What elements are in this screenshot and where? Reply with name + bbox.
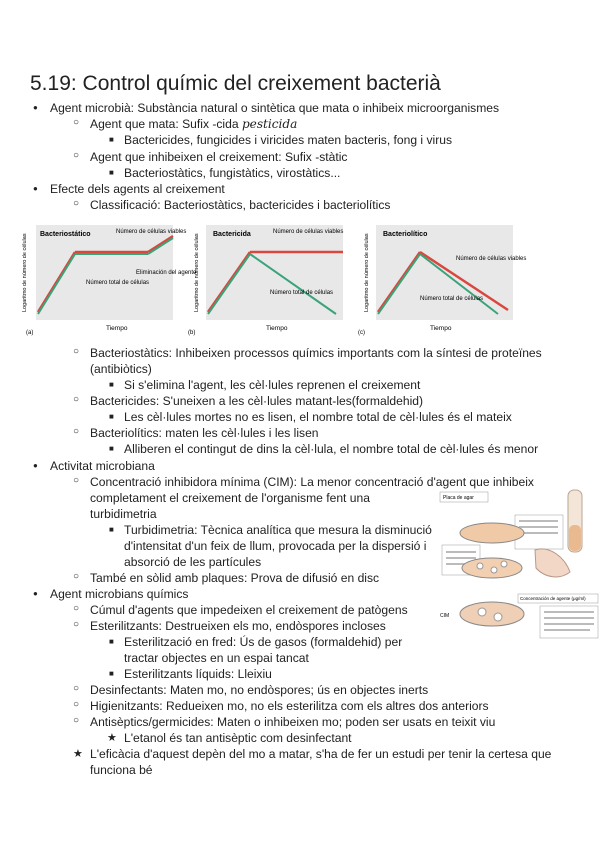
- test-tube-liquid: [569, 525, 581, 551]
- cim-label: CIM: [440, 613, 450, 619]
- bullet-agent-que-mata: ○ Agent que mata: Sufix -cida pesticida: [90, 116, 297, 132]
- bullet-bactericides-def: ○ Bactericides: S'uneixen a les cèl·lules matant-les(formaldehid): [90, 393, 423, 409]
- chart-label: Bactericida: [213, 231, 251, 238]
- y-axis-label: Logaritmo de número de células: [194, 233, 200, 312]
- panel-letter: (c): [358, 330, 365, 336]
- hand-icon: [535, 549, 570, 577]
- bullet-liquids: ■ Esterilitzants líquids: Lleixiu: [124, 666, 272, 682]
- bullet-turbidimetria-cont: d'intensitat d'un feix de llum, provocada per la dispersió i: [124, 539, 427, 553]
- bullet-etanol: ★ L'etanol és tan antisèptic com desinfectant: [124, 730, 352, 746]
- bullet-bactericides: ■ Bactericides, fungicides i viricides maten bacteris, fong i virus: [124, 132, 452, 148]
- bullet-bacteriostatics-def-cont: (antibiòtics): [90, 362, 152, 376]
- bullet-turbidimetria-cont2: absorció de les partícules: [124, 555, 262, 569]
- panel-letter: (b): [188, 330, 196, 336]
- bullet-esterilitzants: ○ Esterilitzants: Destrueixen els mo, endòspores incloses: [90, 618, 386, 634]
- culture-label: Placa de agar: [443, 495, 474, 501]
- chart-bactericide-svg: [188, 222, 348, 337]
- bullet-reprenen: ■ Si s'elimina l'agent, les cèl·lules reprenen el creixement: [124, 377, 420, 393]
- chart-label: Bacteriolítico: [383, 231, 428, 238]
- y-axis-label: Logaritmo de número de células: [364, 233, 370, 312]
- bullet-no-es-lisen: ■ Les cèl·lules mortes no es lisen, el nombre total de cèl·lules és el mateix: [124, 409, 512, 425]
- bullet-antiseptics: ○ Antisèptics/germicides: Maten o inhibeixen mo; poden ser usats en teixit viu: [90, 714, 495, 730]
- page-title: 5.19: Control químic del creixement bacterià: [30, 72, 441, 95]
- bullet-agents-quimics: ● Agent microbians químics: [50, 586, 188, 602]
- x-axis-label: Tiempo: [430, 325, 452, 332]
- panel-letter: (a): [26, 330, 34, 336]
- bullet-bacteriolitics-def: ○ Bacteriolítics: maten les cèl·lules i les lisen: [90, 425, 319, 441]
- chart-bacteriostatic: [18, 222, 197, 337]
- elimination-label: Eliminación del agente: [136, 270, 197, 276]
- chart-label: Bacteriostático: [40, 231, 91, 238]
- bullet-fred: ■ Esterilització en fred: Ús de gasos (formaldehid) per: [124, 634, 402, 650]
- total-label: Número total de células: [86, 280, 150, 286]
- x-axis-label: Tiempo: [106, 325, 128, 332]
- disc: [491, 567, 497, 573]
- note-box-3: [540, 606, 598, 638]
- mic-figure: [440, 490, 600, 640]
- bullet-eficacia-cont: funciona bé: [90, 763, 153, 777]
- mic-figure-svg: [440, 490, 600, 640]
- viable-label: Número de células viables: [456, 256, 527, 262]
- disc: [477, 563, 483, 569]
- bullet-activitat: ● Activitat microbiana: [50, 458, 155, 474]
- chart-bacteriostatic-svg: [18, 222, 197, 337]
- petri-dish-1: [460, 523, 524, 543]
- bullet-classificacio: ○ Classificació: Bacteriostàtics, bactericides i bacteriolítics: [90, 197, 390, 213]
- bullet-fred-cont: tractar objectes en un espai tancat: [124, 651, 309, 665]
- bullet-solid: ○ També en sòlid amb plaques: Prova de difusió en disc: [90, 570, 379, 586]
- bullet-eficacia: ★ L'eficàcia d'aquest depèn del mo a matar, s'ha de fer un estudi per tenir la certesa que: [90, 746, 551, 762]
- bullet-cim: ○ Concentració inhibidora mínima (CIM): La menor concentració d'agent que inhibeix: [90, 474, 534, 490]
- bullet-alliberen: ■ Alliberen el contingut de dins la cèl·lula, el nombre total de cèl·lules és menor: [124, 441, 538, 457]
- total-label: Número total de células: [420, 296, 484, 302]
- bullet-turbidimetria: ■ Turbidimetria: Tècnica analítica que mesura la disminució: [124, 522, 432, 538]
- viable-label: Número de células viables: [116, 229, 187, 235]
- chart-bacteriolytic: [358, 222, 527, 337]
- chart-bactericide: [188, 222, 348, 337]
- bullet-agent-inhibeix: ○ Agent que inhibeixen el creixement: Sufix -stàtic: [90, 149, 347, 165]
- disc: [501, 561, 507, 567]
- bullet-cim-cont2: turbidimetria: [90, 507, 157, 521]
- petri-dish-3: [460, 602, 524, 626]
- total-label: Número total de células: [270, 290, 334, 296]
- bullet-bacteriostatics-def: ○ Bacteriostàtics: Inhibeixen processos químics importants com la síntesi de proteïnes: [90, 345, 542, 361]
- viable-label: Número de células viables: [273, 229, 344, 235]
- bullet-cumul: ○ Cúmul d'agents que impedeixen el creixement de patògens: [90, 602, 408, 618]
- concentration-label: Concentración de agente (μg/ml): [520, 596, 586, 601]
- bullet-bacteriostatics-list: ■ Bacteriostàtics, fungistàtics, virostàtics...: [124, 165, 340, 181]
- bullet-efecte-agents: ● Efecte dels agents al creixement: [50, 181, 225, 197]
- bullet-desinfectants: ○ Desinfectants: Maten mo, no endòspores; ús en objectes inerts: [90, 682, 428, 698]
- bullet-cim-cont: completament el creixement de l'organisme fent una: [90, 491, 370, 505]
- bullet-agent-microbia: ● Agent microbià: Substància natural o sintètica que mata o inhibeix microorganismes: [50, 100, 499, 116]
- y-axis-label: Logaritmo de número de células: [22, 233, 28, 312]
- x-axis-label: Tiempo: [266, 325, 288, 332]
- bullet-higienitzants: ○ Higienitzants: Redueixen mo, no els esterilitza com els altres dos anteriors: [90, 698, 489, 714]
- chart-bacteriolytic-svg: [358, 222, 527, 337]
